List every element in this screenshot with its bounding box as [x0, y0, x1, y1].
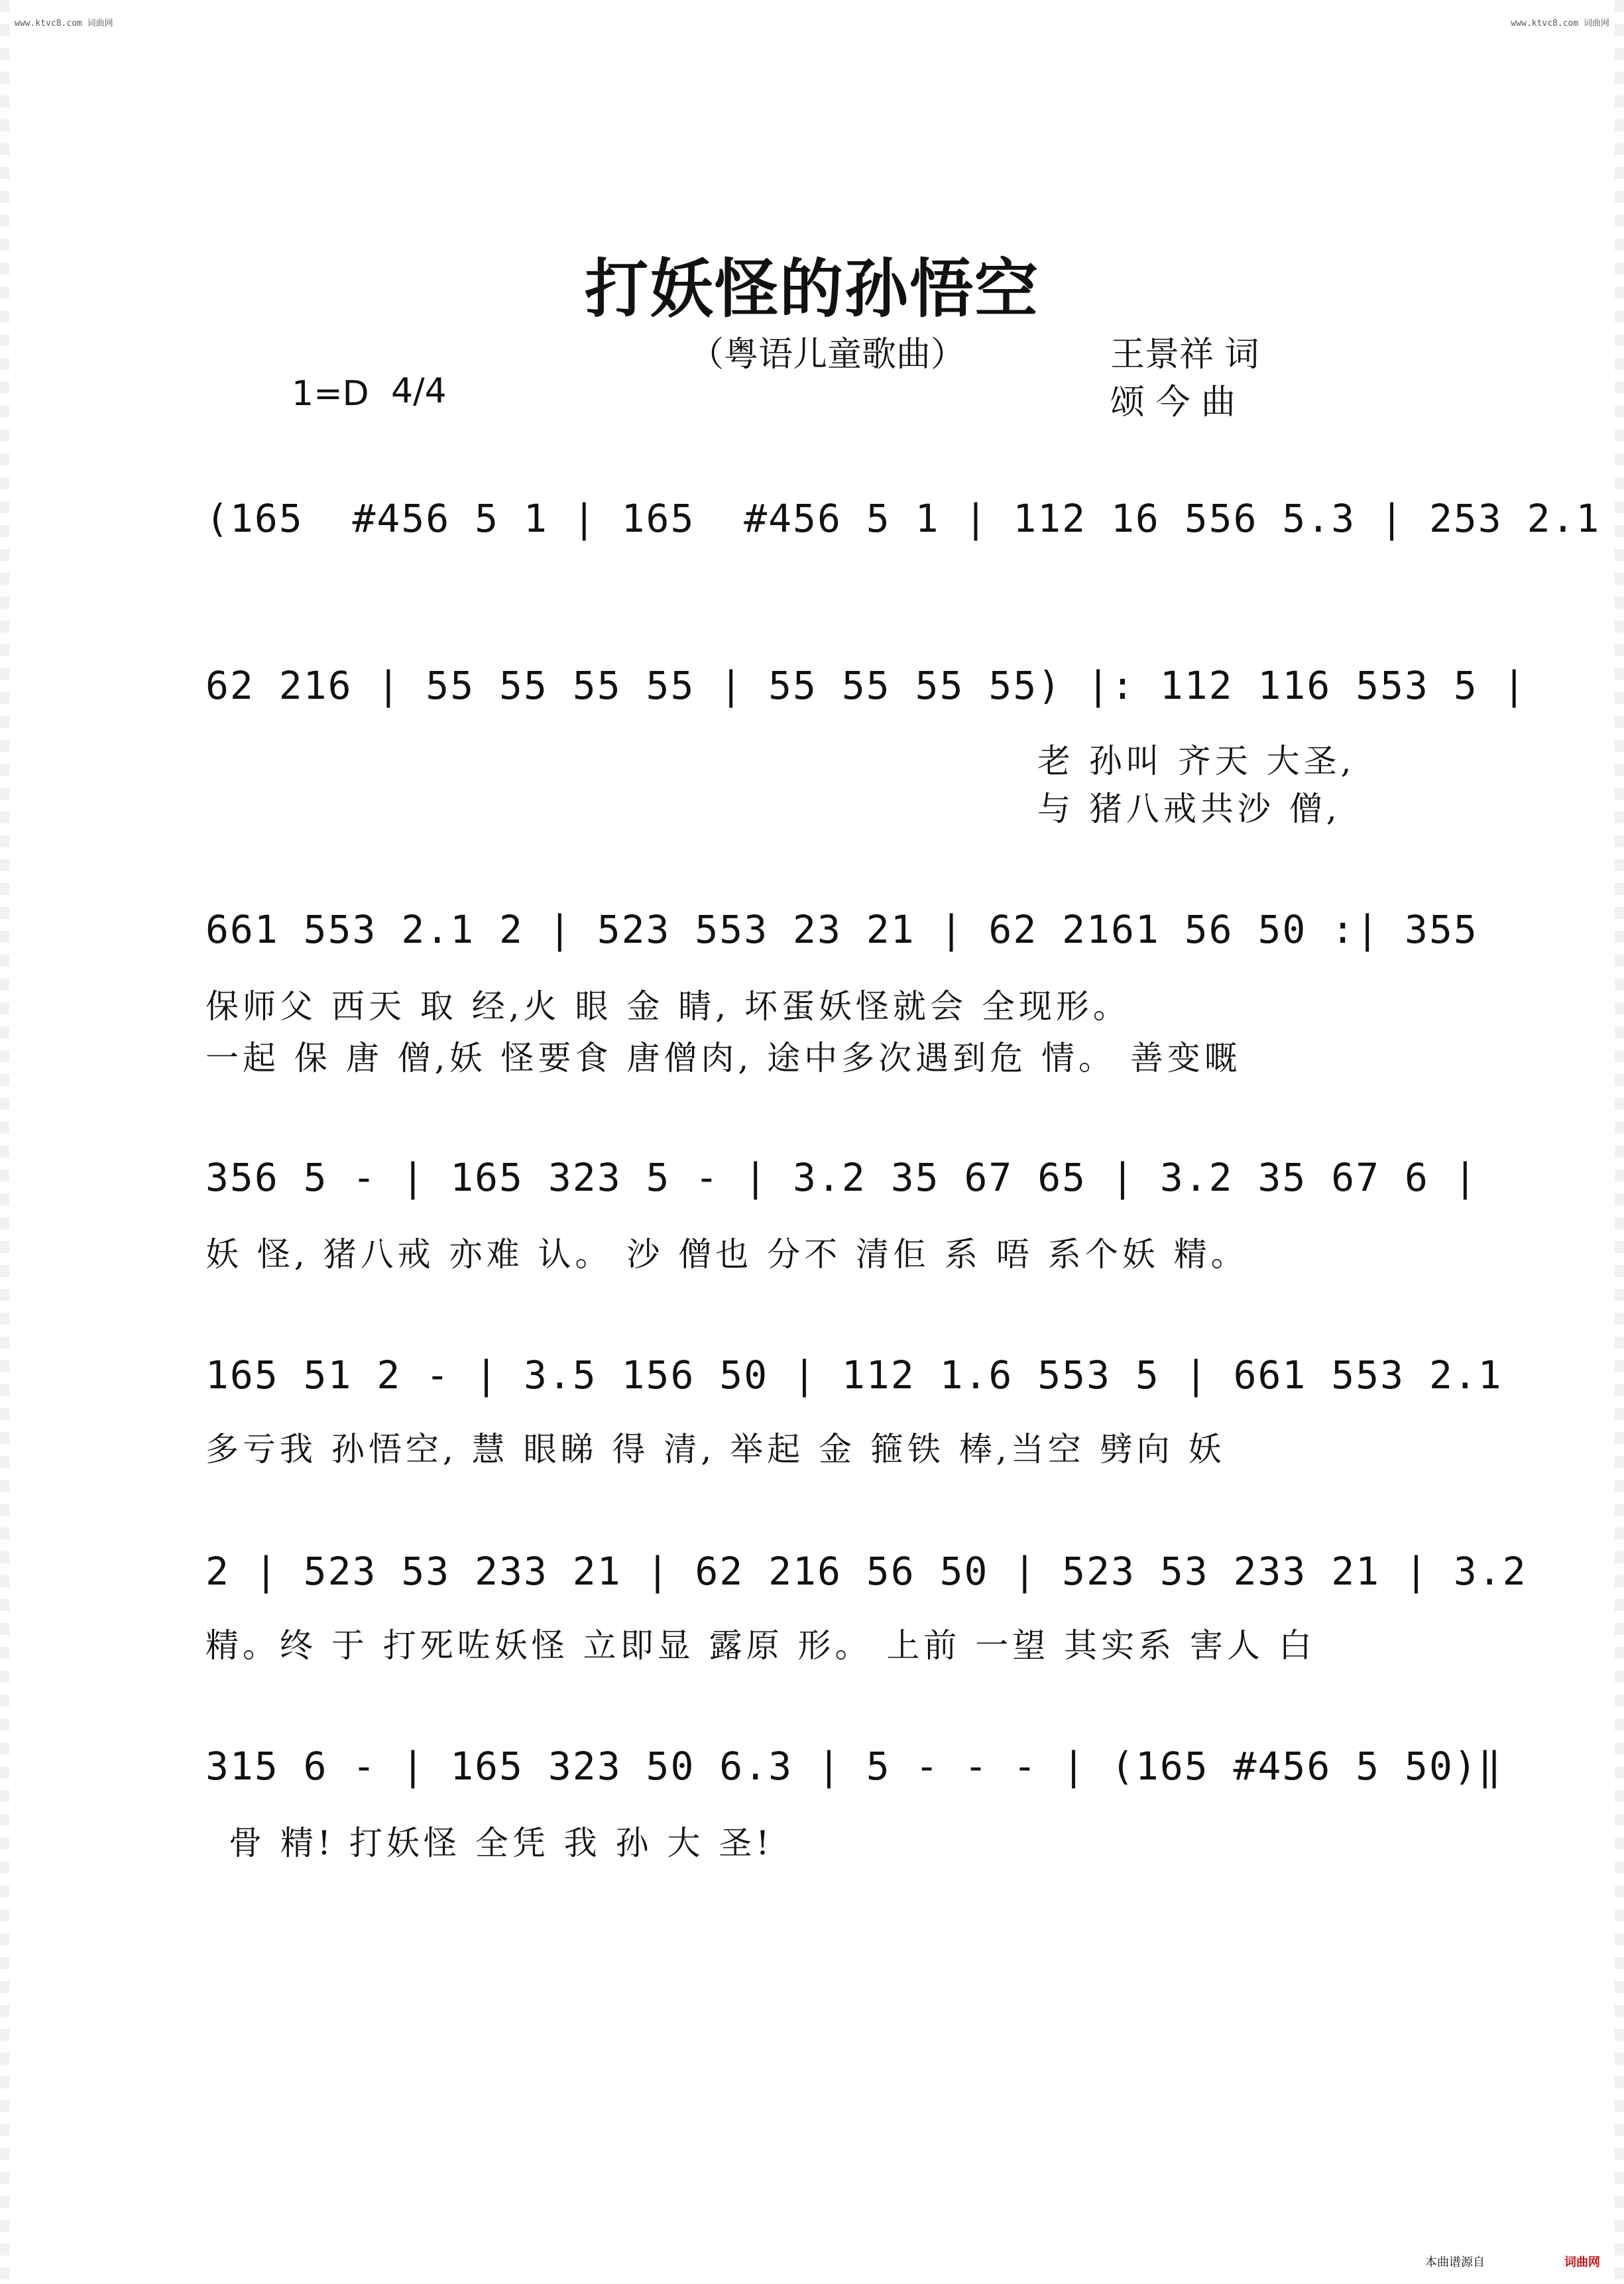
score-line-5: 165 51 2 - | 3.5 156 50 | 112 1.6 553 5 | 661 553 2.1 — [205, 1352, 1503, 1398]
composer-credit: 颂 今 曲 — [1110, 383, 1236, 422]
key-signature: 1=D — [292, 374, 369, 414]
lyrics-line-4: 妖 怪, 猪八戒 亦难 认。 沙 僧也 分不 清佢 系 唔 系个妖 精。 — [205, 1235, 1248, 1274]
lyrics-line-7: 骨 精! 打妖怪 全凭 我 孙 大 圣! — [229, 1824, 774, 1862]
score-line-7: 315 6 - | 165 323 50 6.3 | 5 - - - | (165 #456 5 50)‖ — [205, 1744, 1503, 1789]
lyrics-line-2a: 老 孙叫 齐天 大圣, — [1037, 742, 1356, 780]
time-signature: 4/4 — [391, 371, 447, 411]
score-line-3: 661 553 2.1 2 | 523 553 23 21 | 62 2161 56 50 :| 355 — [205, 907, 1478, 952]
song-subtitle: （粤语儿童歌曲） — [689, 335, 966, 375]
right-border-strip — [1615, 0, 1624, 2284]
lyricist-credit: 王景祥 词 — [1110, 335, 1259, 375]
lyrics-line-3b: 一起 保 唐 僧,妖 怪要食 唐僧肉, 途中多次遇到危 情。 善变嘅 — [205, 1039, 1242, 1077]
score-line-2: 62 216 | 55 55 55 55 | 55 55 55 55) |: 112 116 553 5 | — [205, 663, 1527, 708]
lyrics-line-5: 多亏我 孙悟空, 慧 眼睇 得 清, 举起 金 箍铁 棒,当空 劈向 妖 — [205, 1430, 1226, 1469]
lyrics-line-3a: 保师父 西天 取 经,火 眼 金 睛, 坏蛋妖怪就会 全现形。 — [205, 987, 1130, 1026]
score-line-6: 2 | 523 53 233 21 | 62 216 56 50 | 523 53 233 21 | 3.2 — [205, 1549, 1527, 1594]
footer-source-text: 本曲谱源自 — [1425, 2255, 1485, 2269]
footer-site-link[interactable]: 词曲网 — [1564, 2255, 1600, 2269]
song-title: 打妖怪的孙悟空 — [585, 252, 1039, 326]
site-watermark-right: www.ktvc8.com 词曲网 — [1511, 19, 1609, 29]
left-border-strip — [0, 0, 9, 2284]
score-line-1: (165 #456 5 1 | 165 #456 5 1 | 112 16 556 5.3 | 253 2.1 — [205, 496, 1601, 541]
score-line-4: 356 5 - | 165 323 5 - | 3.2 35 67 65 | 3.2 35 67 6 | — [205, 1155, 1478, 1200]
lyrics-line-6: 精。终 于 打死咗妖怪 立即显 露原 形。 上前 一望 其实系 害人 白 — [205, 1626, 1316, 1665]
lyrics-line-2b: 与 猪八戒共沙 僧, — [1037, 790, 1341, 828]
site-watermark-left: www.ktvc8.com 词曲网 — [15, 19, 113, 29]
